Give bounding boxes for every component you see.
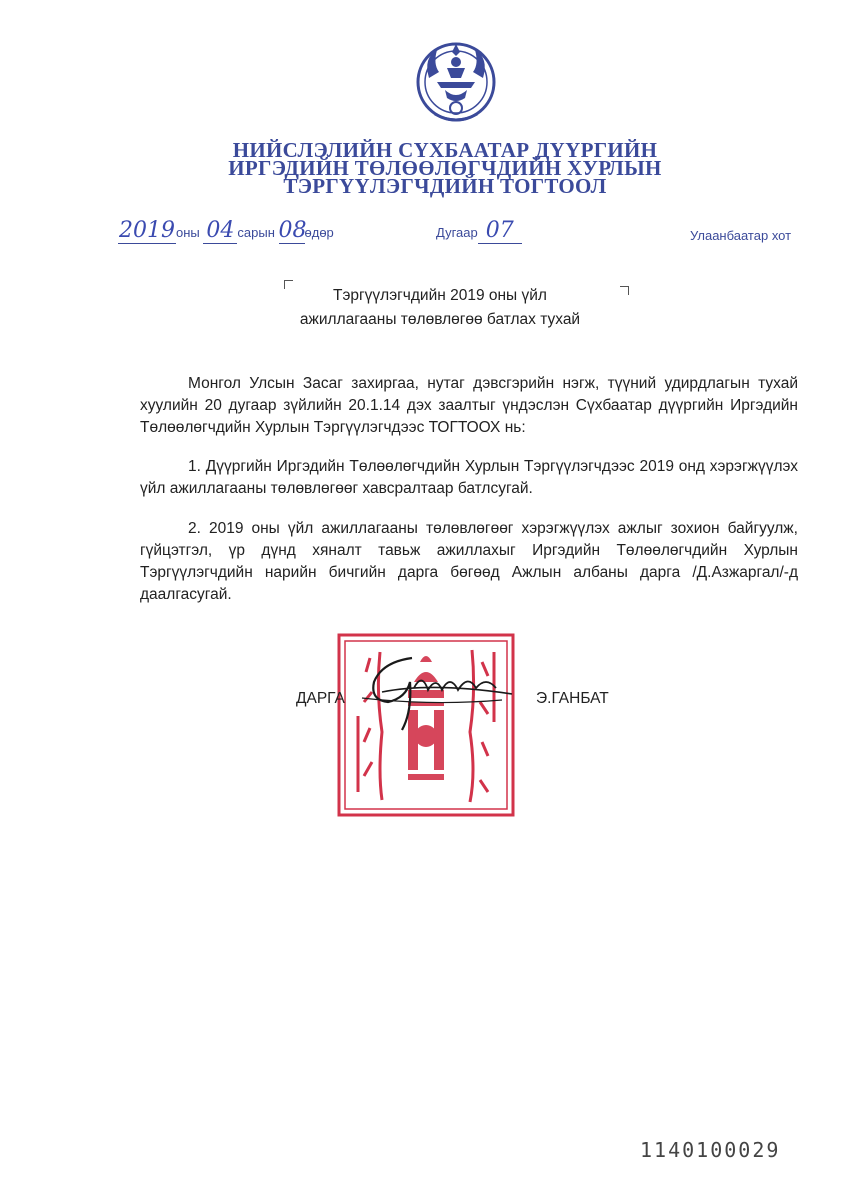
signatory-name: Э.ГАНБАТ [536, 690, 609, 707]
year-suffix: оны [176, 225, 200, 240]
number-line [436, 218, 522, 244]
document-title-line2: ажиллагааны төлөвлөгөө батлах тухай [299, 311, 581, 328]
document-serial-number: 1140100029 [640, 1138, 781, 1162]
handwritten-signature [352, 652, 522, 732]
document-title-line1: Тэргүүлэгчдийн 2019 оны үйл [333, 287, 547, 304]
decision-item-2: 2. 2019 оны үйл ажиллагааны төлөвлөгөөг хэрэгжүүлэх ажлыг зохион байгуулж, гүйцэтгэл, үр дүнд хяналт тавьж ажиллахыг Иргэдийн Төлөөлөгчдийн Хурлын Тэргүүлэгчдийн нарийн бичгийн дарга бөгөөд Ажлын албаны дарга /Д.Азжаргал/-д даалгасугай. [140, 520, 798, 603]
number-label: Дугаар [436, 225, 478, 240]
handwritten-month: 04 [206, 218, 235, 243]
date-line [118, 218, 334, 244]
org-title-line2: ИРГЭДИЙН ТӨЛӨӨЛӨГЧДИЙН ХУРЛЫН [228, 156, 662, 180]
handwritten-year: 2019 [119, 218, 175, 243]
intro-paragraph: Монгол Улсын Засаг захиргаа, нутаг дэвсгэрийн нэгж, түүний удирдлагын тухай хуулийн 20 дугаар зүйлийн 20.1.14 дэх заалтыг үндэслэн Сүхбаатар дүүргийн Иргэдийн Төлөөлөгчдийн Хурлын Тэргүүлэгчдээс ТОГТООХ нь: [140, 375, 798, 436]
handwritten-day: 08 [278, 218, 307, 243]
month-suffix: сарын [237, 225, 275, 240]
city-label: Улаанбаатар хот [690, 228, 792, 243]
signatory-position: ДАРГА [296, 690, 345, 707]
decision-item-1: 1. Дүүргийн Иргэдийн Төлөөлөгчдийн Хурлын Тэргүүлэгчдээс 2019 онд хэрэгжүүлэх үйл ажиллагааны төлөвлөгөөг хавсралтаар батлсугай. [140, 458, 798, 497]
state-emblem-icon [415, 38, 497, 128]
org-title-line3: ТЭРГҮҮЛЭГЧДИЙН ТОГТООЛ [283, 174, 607, 198]
day-suffix: өдөр [304, 225, 334, 240]
handwritten-number: 07 [485, 218, 514, 243]
org-title-line1: НИЙСЛЭЛИЙН СҮХБААТАР ДҮҮРГИЙН [232, 138, 658, 162]
